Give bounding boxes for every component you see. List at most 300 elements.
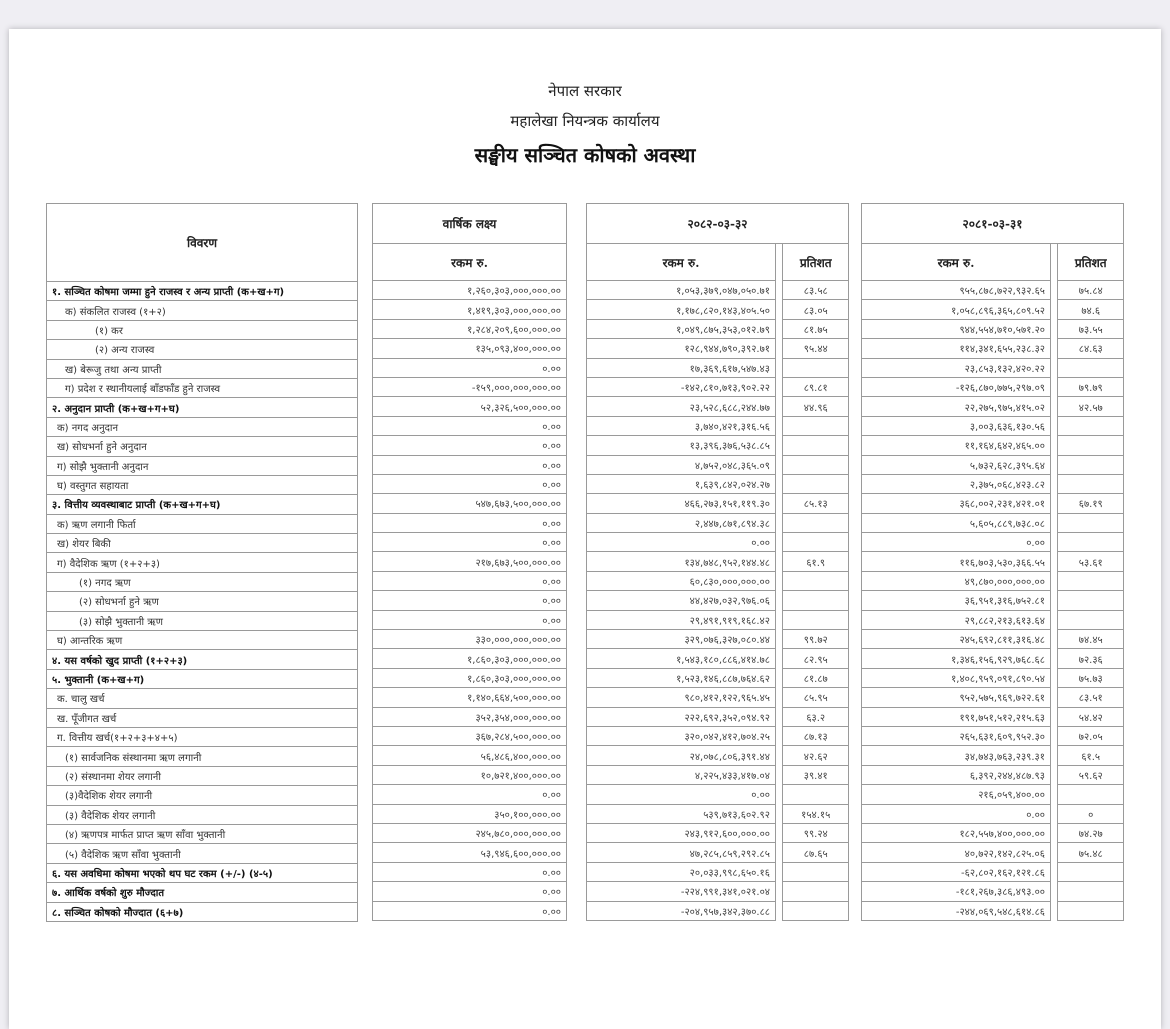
column-gap: [1050, 707, 1058, 726]
table-row: [587, 339, 849, 358]
current-amount-value: २४,०७८,८०६,३९१.४४: [587, 746, 776, 765]
previous-percent-value: ७२.०५: [1058, 726, 1124, 745]
row-label: ४. यस वर्षको खुद प्राप्ती (१+२+३): [47, 650, 358, 669]
current-percent-value: १५४.१५: [783, 804, 849, 823]
column-gap: [775, 843, 783, 862]
annual-target-value: ०.००: [373, 591, 567, 610]
column-gap: [775, 552, 783, 571]
previous-percent-value: [1058, 358, 1124, 377]
table-row: [587, 746, 849, 765]
column-gap: [775, 358, 783, 377]
previous-amount-value: ९५५,८७८,७२२,९३२.६५: [862, 281, 1051, 300]
row-label: ५. भुक्तानी (क+ख+ग): [47, 669, 358, 688]
table-row: [587, 436, 849, 455]
current-percent-value: ८१.७५: [783, 319, 849, 338]
table-row: [862, 610, 1124, 629]
table-row: [862, 455, 1124, 474]
table-row: [47, 417, 358, 436]
column-gap: [1050, 823, 1058, 842]
current-amount-value: -२०४,९५७,३४२,३७०.८८: [587, 901, 776, 920]
column-gap: [775, 901, 783, 920]
table-row: [47, 320, 358, 339]
table-row: [862, 668, 1124, 687]
table-row: [862, 901, 1124, 920]
row-label: (१) नगद ऋण: [47, 572, 358, 591]
previous-date-header: २०८१-०३-३१: [862, 204, 1124, 244]
annual-target-value: ०.००: [373, 785, 567, 804]
previous-amount-value: ०.००: [862, 804, 1051, 823]
current-amount-value: २२२,६९२,३५२,०९४.९२: [587, 707, 776, 726]
table-row: [373, 513, 567, 532]
table-row: [587, 785, 849, 804]
table-row: [373, 862, 567, 881]
column-gap: [775, 281, 783, 300]
column-gap: [775, 823, 783, 842]
table-row: [373, 571, 567, 590]
previous-amount-value: १९१,७५१,५१२,२१५.६३: [862, 707, 1051, 726]
table-row: [862, 494, 1124, 513]
table-row: [862, 726, 1124, 745]
column-gap: [775, 785, 783, 804]
table-row: [373, 726, 567, 745]
column-gap: [775, 862, 783, 881]
table-row: [587, 649, 849, 668]
previous-amount-value: २१६,०५९,४००.००: [862, 785, 1051, 804]
table-row: [373, 533, 567, 552]
current-amount-value: ३२९,०७६,३२७,०८०.४४: [587, 630, 776, 649]
table-row: [47, 747, 358, 766]
table-row: [862, 319, 1124, 338]
table-row: [587, 901, 849, 920]
annual-target-value: १,१४०,६६४,५००,०००.००: [373, 688, 567, 707]
previous-percent-value: ७३.५५: [1058, 319, 1124, 338]
annual-target-value: ०.००: [373, 882, 567, 901]
previous-percent-value: [1058, 513, 1124, 532]
row-label: ३. वित्तीय व्यवस्थाबाट प्राप्ती (क+ख+ग+घ): [47, 495, 358, 514]
annual-target-value: १,८६०,३०३,०००,०००.००: [373, 649, 567, 668]
table-row: [373, 668, 567, 687]
table-row: [587, 823, 849, 842]
table-row: [862, 746, 1124, 765]
row-label: ख) सोधभर्ना हुने अनुदान: [47, 437, 358, 456]
table-row: [862, 804, 1124, 823]
row-label: (२) अन्य राजस्व: [47, 340, 358, 359]
table-row: [587, 726, 849, 745]
table-row: [47, 902, 358, 921]
annual-target-value: ०.००: [373, 571, 567, 590]
row-label: २. अनुदान प्राप्ती (क+ख+ग+घ): [47, 398, 358, 417]
current-percent-value: [783, 416, 849, 435]
previous-amount-value: ३६८,००२,२३१,४२१.०१: [862, 494, 1051, 513]
column-gap: [1050, 533, 1058, 552]
previous-year-table: [861, 203, 1124, 921]
table-row: [862, 474, 1124, 493]
table-row: [47, 495, 358, 514]
table-row: [587, 494, 849, 513]
row-label: (३)वैदेशिक शेयर लगानी: [47, 786, 358, 805]
table-row: [587, 610, 849, 629]
previous-amount-value: १८२,५५७,४००,०००.००: [862, 823, 1051, 842]
table-row: [47, 611, 358, 630]
table-row: [373, 882, 567, 901]
column-gap: [1050, 281, 1058, 300]
current-percent-value: ८७.६५: [783, 843, 849, 862]
previous-amount-value: ९५२,५७५,९६९,७२२.६१: [862, 688, 1051, 707]
row-label: ख) शेयर बिकी: [47, 534, 358, 553]
table-row: [373, 300, 567, 319]
current-percent-value: [783, 474, 849, 493]
table-row: [587, 552, 849, 571]
table-row: [587, 707, 849, 726]
column-gap: [775, 591, 783, 610]
current-amount-value: १,०४९,८७५,३५३,०१२.७९: [587, 319, 776, 338]
row-label: घ) वस्तुगत सहायता: [47, 475, 358, 494]
table-row: [587, 377, 849, 396]
current-amount-value: ९८०,४१२,१२२,९६५.४५: [587, 688, 776, 707]
table-row: [587, 591, 849, 610]
previous-percent-value: ७५.८४: [1058, 281, 1124, 300]
column-gap: [1050, 746, 1058, 765]
current-percent-value: ९९.२४: [783, 823, 849, 842]
column-gap: [775, 882, 783, 901]
table-row: [47, 650, 358, 669]
previous-percent-value: ५४.४२: [1058, 707, 1124, 726]
current-amount-value: ४४,४२७,०३२,९७६.०६: [587, 591, 776, 610]
column-gap: [775, 533, 783, 552]
row-label: ख) बेरूजु तथा अन्य प्राप्ती: [47, 359, 358, 378]
current-percent-value: ६३.२: [783, 707, 849, 726]
current-year-table: [586, 203, 849, 921]
row-label: (३) वैदेशिक शेयर लगानी: [47, 805, 358, 824]
table-row: [373, 397, 567, 416]
annual-target-value: ०.००: [373, 358, 567, 377]
table-row: [47, 475, 358, 494]
annual-target-value: ५२,३२६,५००,०००.००: [373, 397, 567, 416]
row-label: क. चालु खर्च: [47, 689, 358, 708]
row-label: (१) सार्वजनिक संस्थानमा ऋण लगानी: [47, 747, 358, 766]
column-gap: [1050, 474, 1058, 493]
table-row: [47, 669, 358, 688]
previous-percent-value: [1058, 416, 1124, 435]
table-row: [862, 397, 1124, 416]
table-row: [862, 630, 1124, 649]
previous-percent-value: ७५.४८: [1058, 843, 1124, 862]
annual-target-value: १,२६०,३०३,०००,०००.००: [373, 281, 567, 300]
current-percent-value: ८९.८१: [783, 377, 849, 396]
annual-target-value: १०,७२१,४००,०००.००: [373, 765, 567, 784]
previous-percent-value: ४२.५७: [1058, 397, 1124, 416]
column-gap: [775, 630, 783, 649]
annual-target-value: ३५२,३५४,०००,०००.००: [373, 707, 567, 726]
annual-target-value: २१७,६७३,५००,०००.००: [373, 552, 567, 571]
table-row: [862, 416, 1124, 435]
table-row: [47, 282, 358, 301]
column-gap: [1050, 513, 1058, 532]
previous-amount-value: -१८१,२६७,३८६,४९३.००: [862, 882, 1051, 901]
current-percent-value: ८७.१३: [783, 726, 849, 745]
column-gap: [1050, 610, 1058, 629]
previous-amount-value: २४५,६९२,८११,३१६.४८: [862, 630, 1051, 649]
row-label: (३) सोझै भुक्तानी ऋण: [47, 611, 358, 630]
previous-amount-value: ६,३९२,२४४,४८७.९३: [862, 765, 1051, 784]
current-amount-value: १,०५३,३७९,०४७,०५०.७१: [587, 281, 776, 300]
column-gap: [1050, 882, 1058, 901]
table-row: [862, 823, 1124, 842]
table-row: [587, 300, 849, 319]
annual-target-value: -१५९,०००,०००,०००.००: [373, 377, 567, 396]
table-row: [587, 319, 849, 338]
table-row: [373, 804, 567, 823]
row-label: (५) वैदेशिक ऋण साँवा भुक्तानी: [47, 844, 358, 863]
current-amount-value: १२८,९४४,७९०,३९२.७१: [587, 339, 776, 358]
current-percent-value: [783, 901, 849, 920]
annual-target-amount-header: रकम रु.: [373, 244, 567, 281]
previous-amount-value: ५,७३२,६२८,३९५.६४: [862, 455, 1051, 474]
annual-target-value: १,४१९,३०३,०००,०००.००: [373, 300, 567, 319]
row-label: ८. सञ्चित कोषको मौज्दात (६+७): [47, 902, 358, 921]
current-percent-value: [783, 610, 849, 629]
table-row: [862, 300, 1124, 319]
previous-percent-value: ७४.६: [1058, 300, 1124, 319]
column-gap: [1050, 339, 1058, 358]
table-row: [862, 862, 1124, 881]
row-label: ग) वैदेशिक ऋण (१+२+३): [47, 553, 358, 572]
previous-amount-value: ३४,७४३,७६३,२३९.३१: [862, 746, 1051, 765]
previous-percent-value: [1058, 785, 1124, 804]
table-row: [47, 786, 358, 805]
annual-target-value: ०.००: [373, 533, 567, 552]
current-amount-value: २३,५२८,६८८,२४४.७७: [587, 397, 776, 416]
current-amount-value: १,५४३,१८०,८८६,४१४.७८: [587, 649, 776, 668]
previous-percent-value: ७५.७३: [1058, 668, 1124, 687]
column-gap: [1050, 455, 1058, 474]
table-row: [373, 591, 567, 610]
table-row: [587, 668, 849, 687]
current-amount-value: १३,३९६,३७६,५३८.८५: [587, 436, 776, 455]
row-label: ६. यस अवधिमा कोषमा भएको थप घट रकम (+/-) (४-५): [47, 863, 358, 882]
table-row: [587, 281, 849, 300]
annual-target-value: ०.००: [373, 455, 567, 474]
column-gap: [1050, 901, 1058, 920]
previous-percent-value: ७४.२७: [1058, 823, 1124, 842]
current-amount-value: ०.००: [587, 533, 776, 552]
current-percent-value: [783, 882, 849, 901]
table-row: [587, 358, 849, 377]
annual-target-value: ०.००: [373, 474, 567, 493]
column-gap: [1050, 862, 1058, 881]
annual-target-value: ५४७,६७३,५००,०००.००: [373, 494, 567, 513]
column-gap: [775, 610, 783, 629]
previous-amount-value: ११६,७०३,५३०,३६६.५५: [862, 552, 1051, 571]
current-percent-value: [783, 358, 849, 377]
table-row: [373, 436, 567, 455]
current-amount-value: -१४२,८१०,७१३,९०२.२२: [587, 377, 776, 396]
column-gap: [775, 726, 783, 745]
column-gap: [1050, 591, 1058, 610]
table-row: [862, 339, 1124, 358]
table-row: [587, 474, 849, 493]
row-label: (२) सोधभर्ना हुने ऋण: [47, 592, 358, 611]
current-amount-value: ३२०,०४२,४१२,७०४.२५: [587, 726, 776, 745]
column-gap: [775, 244, 783, 281]
previous-amount-value: ४०,७२२,१४२,८२५.०६: [862, 843, 1051, 862]
table-row: [587, 804, 849, 823]
current-percent-value: ८५.१३: [783, 494, 849, 513]
column-gap: [1050, 436, 1058, 455]
current-amount-value: १७,३६९,६१७,५४७.४३: [587, 358, 776, 377]
current-amount-value: १,६३९,८४२,०२४.२७: [587, 474, 776, 493]
column-gap: [1050, 397, 1058, 416]
table-row: [862, 533, 1124, 552]
table-row: [587, 533, 849, 552]
previous-percent-header: प्रतिशत: [1058, 244, 1124, 281]
row-label: ग. वित्तीय खर्च(१+२+३+४+५): [47, 727, 358, 746]
column-gap: [1050, 668, 1058, 687]
column-gap: [775, 377, 783, 396]
current-amount-value: २,४४७,८७१,८९४.३८: [587, 513, 776, 532]
column-gap: [775, 746, 783, 765]
document-title: सङ्घीय सञ्चित कोषको अवस्था: [474, 143, 696, 167]
column-gap: [775, 319, 783, 338]
row-label: क) ऋण लगानी फिर्ता: [47, 514, 358, 533]
table-row: [587, 416, 849, 435]
current-percent-header: प्रतिशत: [783, 244, 849, 281]
previous-percent-value: ५९.६२: [1058, 765, 1124, 784]
current-percent-value: [783, 571, 849, 590]
table-row: [862, 513, 1124, 532]
previous-percent-value: ०: [1058, 804, 1124, 823]
column-gap: [1050, 785, 1058, 804]
previous-amount-value: ५,६०५,८८९,७३८.०८: [862, 513, 1051, 532]
table-row: [862, 688, 1124, 707]
column-gap: [775, 474, 783, 493]
table-row: [862, 785, 1124, 804]
previous-amount-value: ३,००३,६३६,१३०.५६: [862, 416, 1051, 435]
table-row: [587, 882, 849, 901]
table-row: [373, 377, 567, 396]
previous-percent-value: ७४.४५: [1058, 630, 1124, 649]
table-row: [373, 455, 567, 474]
annual-target-value: ०.००: [373, 416, 567, 435]
annual-target-value: ०.००: [373, 436, 567, 455]
table-row: [373, 319, 567, 338]
annual-target-header: वार्षिक लक्ष्य: [373, 204, 567, 244]
table-row: [47, 437, 358, 456]
table-row: [862, 377, 1124, 396]
annual-target-value: ३३०,०००,०००,०००.००: [373, 630, 567, 649]
column-gap: [1050, 358, 1058, 377]
column-gap: [1050, 804, 1058, 823]
row-label: ग) सोझै भुक्तानी अनुदान: [47, 456, 358, 475]
column-gap: [1050, 726, 1058, 745]
annual-target-value: २४५,७८०,०००,०००.००: [373, 823, 567, 842]
column-gap: [775, 339, 783, 358]
annual-target-value: ५३,९४६,६००,०००.००: [373, 843, 567, 862]
table-row: [47, 824, 358, 843]
previous-amount-value: २९,८८२,२१३,६१३.६४: [862, 610, 1051, 629]
column-gap: [775, 707, 783, 726]
current-percent-value: ९५.४४: [783, 339, 849, 358]
column-gap: [1050, 377, 1058, 396]
table-row: [47, 378, 358, 397]
table-row: [862, 765, 1124, 784]
previous-percent-value: [1058, 571, 1124, 590]
previous-amount-value: १,३४६,१५६,९२९,७६८.६८: [862, 649, 1051, 668]
table-row: [373, 707, 567, 726]
previous-amount-value: २२,२७५,९७५,४१५.०२: [862, 397, 1051, 416]
row-label: ग) प्रदेश र स्थानीयलाई बाँडफाँड हुने राजस्व: [47, 378, 358, 397]
current-amount-header: रकम रु.: [587, 244, 776, 281]
current-percent-value: ६१.९: [783, 552, 849, 571]
current-percent-value: [783, 533, 849, 552]
current-amount-value: ६०,८३०,०००,०००.००: [587, 571, 776, 590]
column-gap: [1050, 630, 1058, 649]
previous-percent-value: [1058, 901, 1124, 920]
table-row: [373, 901, 567, 920]
current-percent-value: [783, 785, 849, 804]
table-row: [373, 281, 567, 300]
column-gap: [775, 765, 783, 784]
table-row: [862, 591, 1124, 610]
previous-percent-value: [1058, 436, 1124, 455]
table-row: [47, 689, 358, 708]
row-label: १. सञ्चित कोषमा जम्मा हुने राजस्व र अन्य प्राप्ती (क+ख+ग): [47, 282, 358, 301]
column-gap: [1050, 843, 1058, 862]
table-row: [587, 688, 849, 707]
current-percent-value: ८३.५८: [783, 281, 849, 300]
current-amount-value: १३४,७४८,९५२,१४४.४८: [587, 552, 776, 571]
row-label: ७. आर्थिक वर्षको शुरु मौज्दात: [47, 883, 358, 902]
description-table: [46, 203, 358, 922]
column-gap: [775, 668, 783, 687]
table-row: [47, 883, 358, 902]
column-gap: [775, 513, 783, 532]
current-amount-value: ४,२२५,४३३,४१७.०४: [587, 765, 776, 784]
previous-percent-value: [1058, 533, 1124, 552]
table-row: [862, 571, 1124, 590]
column-gap: [1050, 319, 1058, 338]
previous-amount-value: ११,१६४,६४२,४६५.००: [862, 436, 1051, 455]
current-percent-value: ४४.९६: [783, 397, 849, 416]
row-label: क) संकलित राजस्व (१+२): [47, 301, 358, 320]
previous-amount-value: ४९,८७०,०००,०००.००: [862, 571, 1051, 590]
table-row: [587, 571, 849, 590]
current-percent-value: [783, 436, 849, 455]
previous-amount-header: रकम रु.: [862, 244, 1051, 281]
previous-amount-value: -२४४,०६९,५४८,६१४.८६: [862, 901, 1051, 920]
current-percent-value: ९९.७२: [783, 630, 849, 649]
table-row: [373, 552, 567, 571]
previous-percent-value: [1058, 882, 1124, 901]
current-amount-value: ४६६,२७३,१५१,११९.३०: [587, 494, 776, 513]
column-gap: [775, 494, 783, 513]
column-gap: [775, 436, 783, 455]
annual-target-value: १३५,०९३,४००,०००.००: [373, 339, 567, 358]
previous-amount-value: -६२,८०२,१६२,१२१.८६: [862, 862, 1051, 881]
table-row: [373, 746, 567, 765]
row-label: क) नगद अनुदान: [47, 417, 358, 436]
table-row: [373, 494, 567, 513]
current-percent-value: ८५.९५: [783, 688, 849, 707]
previous-amount-value: २३,८५३,१३२,४२०.२२: [862, 358, 1051, 377]
table-row: [373, 610, 567, 629]
column-gap: [775, 416, 783, 435]
column-gap: [1050, 244, 1058, 281]
table-row: [373, 785, 567, 804]
table-row: [587, 630, 849, 649]
annual-target-value: ३६७,२८४,५००,०००.००: [373, 726, 567, 745]
column-gap: [775, 455, 783, 474]
